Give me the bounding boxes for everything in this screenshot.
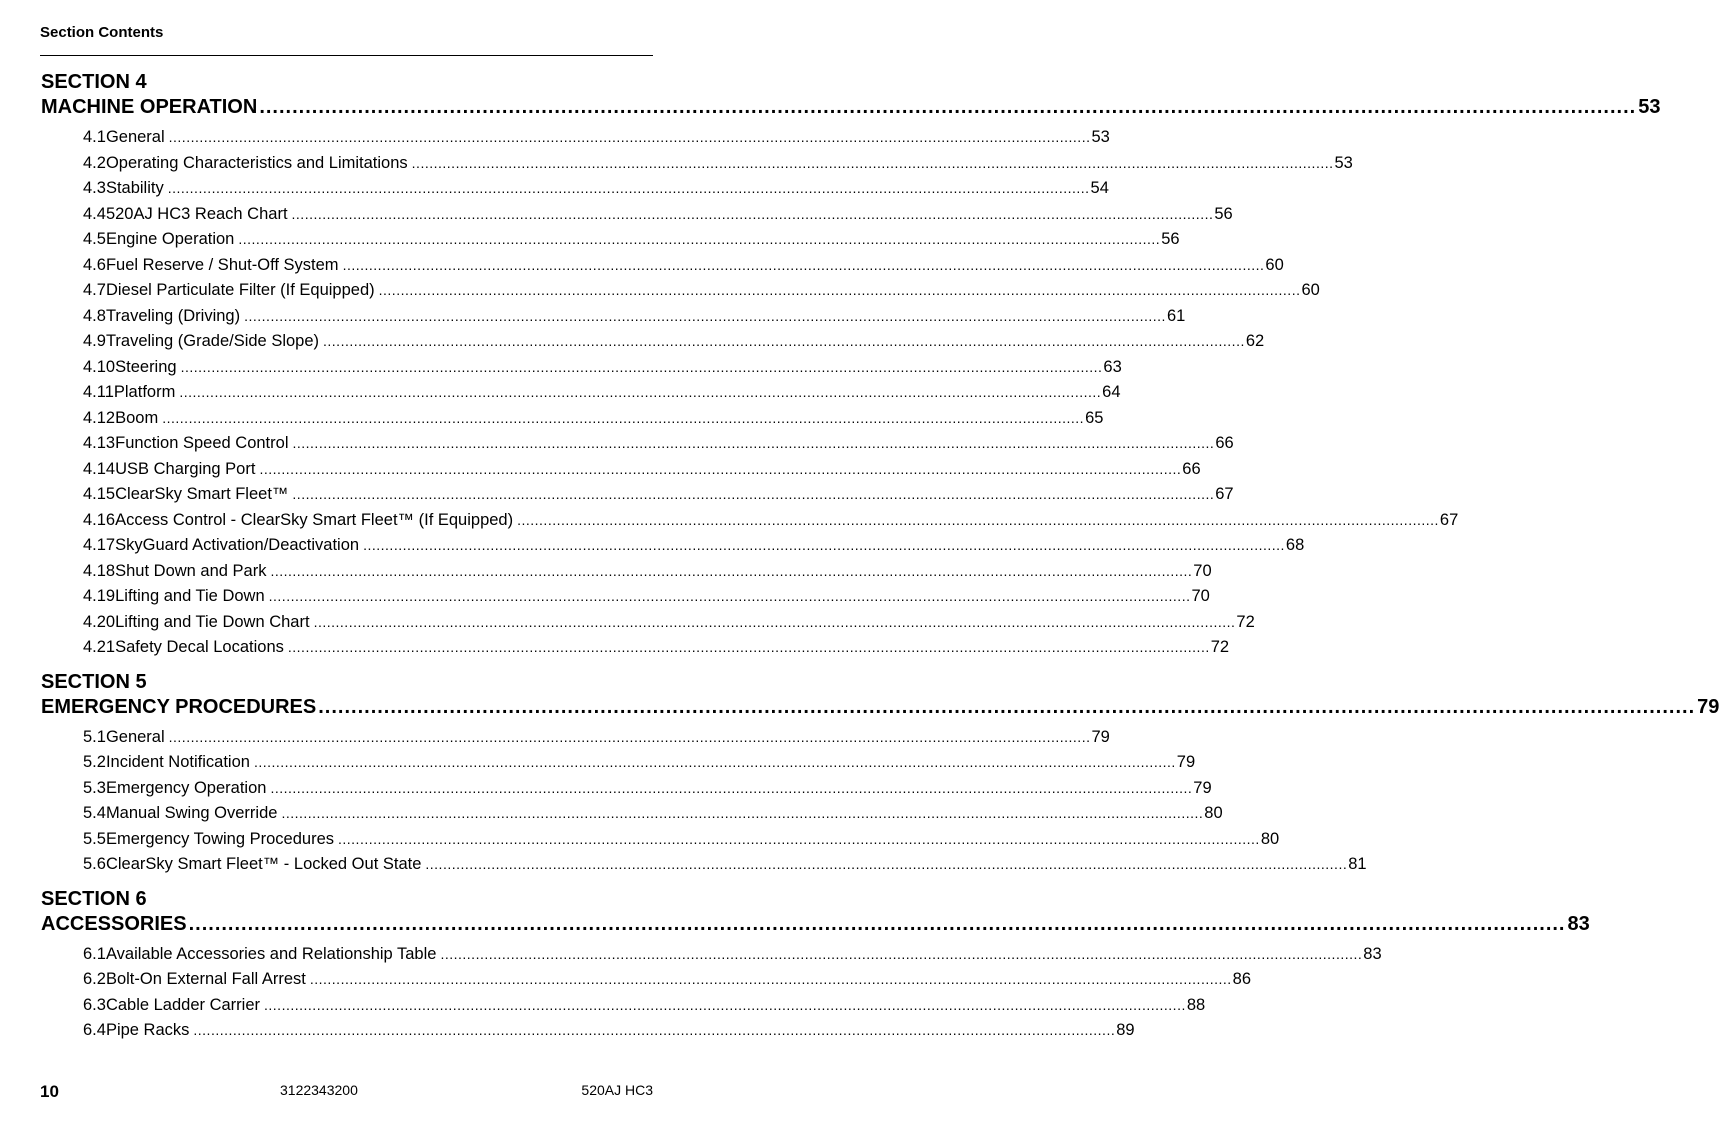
toc-entry-link[interactable] xyxy=(41,457,1201,483)
toc-entry-link[interactable] xyxy=(41,1018,1135,1044)
entry-page-number: 62 xyxy=(1245,332,1265,350)
dot-leader: .................................................................................................................................................................................................................. xyxy=(179,384,1102,400)
toc-entry-link[interactable] xyxy=(41,202,1233,228)
toc-entry-link[interactable] xyxy=(41,852,1367,878)
toc-entry-link[interactable] xyxy=(41,329,1265,355)
entry-page-number: 89 xyxy=(1116,1021,1135,1039)
toc-entry-link[interactable] xyxy=(41,482,1234,508)
entry-page-number: 86 xyxy=(1232,970,1252,988)
toc-entry-link[interactable] xyxy=(41,750,1196,776)
entry-title: General xyxy=(105,128,165,146)
entry-number: 6.1 xyxy=(83,944,106,963)
dot-leader: .................................................................................................................................................................................................................. xyxy=(342,256,1265,273)
entry-page-number: 64 xyxy=(1102,383,1121,401)
entry-title: Lifting and Tie Down xyxy=(115,587,265,605)
dot-leader: .................................................................................................................................................................................................................. xyxy=(363,537,1285,553)
entry-page-number: 53 xyxy=(1334,153,1353,172)
entry-number: 4.8 xyxy=(83,306,106,325)
toc-entry-link[interactable] xyxy=(41,533,1305,559)
entry-number: 5.6 xyxy=(83,855,106,873)
dot-leader: .................................................................................................................................................................................................................. xyxy=(238,231,1161,247)
entry-title: Cable Ladder Carrier xyxy=(105,995,261,1014)
page-footer xyxy=(40,1082,653,1102)
entry-page-number: 61 xyxy=(1166,306,1186,325)
dot-leader: .................................................................................................................................................................................................................. xyxy=(411,154,1334,171)
entry-page-number: 56 xyxy=(1214,204,1233,223)
entry-number: 4.11 xyxy=(83,383,114,401)
section-title: ACCESSORIES xyxy=(41,912,187,935)
dot-leader: .................................................................................................................................................................................................................. xyxy=(162,409,1085,426)
entry-title: Lifting and Tie Down Chart xyxy=(115,612,310,631)
toc-entry-link[interactable] xyxy=(41,151,1353,177)
entry-page-number: 70 xyxy=(1193,561,1212,580)
section-title-link[interactable] xyxy=(41,94,1661,120)
toc-entry-link[interactable] xyxy=(41,993,1206,1019)
toc-section xyxy=(41,887,1590,1044)
dot-leader: .................................................................................................................................................................................................................. xyxy=(188,912,1566,935)
entry-page-number: 88 xyxy=(1186,995,1206,1014)
entry-page-number: 72 xyxy=(1210,638,1230,656)
entry-page-number: 54 xyxy=(1090,179,1109,197)
toc-entry-link[interactable] xyxy=(41,278,1320,304)
toc-section xyxy=(41,70,1661,661)
entry-title: Fuel Reserve / Shut-Off System xyxy=(105,255,339,274)
entry-page-number: 79 xyxy=(1091,727,1110,746)
entry-title: Engine Operation xyxy=(105,230,235,248)
entry-number: 6.4 xyxy=(83,1021,106,1039)
dot-leader: .................................................................................................................................................................................................................. xyxy=(292,435,1215,451)
toc-entry-link[interactable] xyxy=(41,827,1280,853)
toc-entry-link[interactable] xyxy=(41,355,1122,381)
toc-entry-link[interactable] xyxy=(41,304,1186,330)
entry-number: 4.19 xyxy=(83,587,116,605)
entry-title: Diesel Particulate Filter (If Equipped) xyxy=(105,281,375,299)
entry-title: Stability xyxy=(105,179,164,197)
entry-page-number: 66 xyxy=(1182,459,1201,478)
entry-page-number: 56 xyxy=(1161,230,1180,248)
entry-title: Available Accessories and Relationship Table xyxy=(105,944,437,963)
dot-leader: .................................................................................................................................................................................................................. xyxy=(291,205,1214,222)
entry-number: 5.2 xyxy=(83,753,106,771)
entry-title: ClearSky Smart Fleet™ xyxy=(115,485,289,503)
entry-number: 6.2 xyxy=(83,970,106,988)
entry-page-number: 53 xyxy=(1091,128,1110,146)
section-page-number: 79 xyxy=(1697,695,1719,718)
entry-title: General xyxy=(105,727,165,746)
toc-entry-link[interactable] xyxy=(41,253,1284,279)
toc-entry-link[interactable] xyxy=(41,942,1382,968)
dot-leader: .................................................................................................................................................................................................................. xyxy=(168,129,1091,145)
entry-page-number: 70 xyxy=(1191,587,1210,605)
toc-entry-link[interactable] xyxy=(41,725,1110,751)
entry-page-number: 83 xyxy=(1363,944,1382,963)
entry-number: 4.2 xyxy=(83,153,106,172)
dot-leader: .................................................................................................................................................................................................................. xyxy=(313,613,1236,630)
section-title: EMERGENCY PROCEDURES xyxy=(41,695,317,718)
footer-model: 520AJ HC3 xyxy=(581,1082,653,1098)
header-divider xyxy=(40,55,653,56)
dot-leader: .................................................................................................................................................................................................................. xyxy=(281,805,1204,821)
entry-number: 4.6 xyxy=(83,255,106,274)
toc-entry-link[interactable] xyxy=(41,125,1110,151)
toc-entry-link[interactable] xyxy=(41,380,1121,406)
entry-number: 4.15 xyxy=(83,485,116,503)
entry-page-number: 80 xyxy=(1204,804,1223,822)
entry-number: 4.20 xyxy=(83,612,116,631)
entry-page-number: 79 xyxy=(1193,778,1212,797)
entry-number: 4.13 xyxy=(83,434,116,452)
footer-document-number: 3122343200 xyxy=(280,1082,358,1098)
entry-page-number: 60 xyxy=(1265,255,1284,274)
dot-leader: .................................................................................................................................................................................................................. xyxy=(270,779,1193,796)
entry-title: Traveling (Driving) xyxy=(105,306,241,325)
entry-title: Platform xyxy=(113,383,176,401)
dot-leader: .................................................................................................................................................................................................................. xyxy=(378,282,1301,298)
entry-number: 5.4 xyxy=(83,804,106,822)
entry-title: USB Charging Port xyxy=(115,459,256,478)
toc-entry-link[interactable] xyxy=(41,584,1210,610)
entry-title: 520AJ HC3 Reach Chart xyxy=(105,204,288,223)
section-page-number: 53 xyxy=(1638,96,1661,118)
entry-title: Pipe Racks xyxy=(105,1021,190,1039)
entry-page-number: 68 xyxy=(1285,536,1305,554)
entry-title: SkyGuard Activation/Deactivation xyxy=(115,536,360,554)
footer-page-number: 10 xyxy=(40,1082,59,1101)
entry-number: 4.7 xyxy=(83,281,106,299)
entry-number: 4.5 xyxy=(83,230,106,248)
dot-leader: .................................................................................................................................................................................................................. xyxy=(318,695,1696,718)
entry-title: Operating Characteristics and Limitations xyxy=(105,153,408,172)
table-of-contents xyxy=(41,70,1719,1053)
toc-entry-link[interactable] xyxy=(41,967,1252,993)
toc-section xyxy=(41,670,1719,878)
entry-title: Traveling (Grade/Side Slope) xyxy=(105,332,320,350)
dot-leader: .................................................................................................................................................................................................................. xyxy=(244,307,1166,324)
entry-title: Function Speed Control xyxy=(115,434,289,452)
entry-title: Emergency Towing Procedures xyxy=(105,829,334,848)
entry-page-number: 63 xyxy=(1103,357,1122,376)
entry-number: 4.14 xyxy=(83,459,116,478)
dot-leader: .................................................................................................................................................................................................................. xyxy=(168,728,1091,745)
entry-number: 4.21 xyxy=(83,638,116,656)
entry-number: 4.18 xyxy=(83,561,116,580)
entry-number: 5.5 xyxy=(83,829,106,848)
entry-page-number: 72 xyxy=(1236,612,1255,631)
section-title-link[interactable] xyxy=(41,911,1590,937)
toc-entry-link[interactable] xyxy=(41,801,1223,827)
toc-entry-link[interactable] xyxy=(41,610,1255,636)
entry-number: 4.9 xyxy=(83,332,106,350)
entry-number: 4.16 xyxy=(83,510,116,529)
dot-leader: .................................................................................................................................................................................................................. xyxy=(268,588,1191,604)
running-header: Section Contents xyxy=(40,24,164,41)
section-title: MACHINE OPERATION xyxy=(41,96,258,118)
entry-page-number: 67 xyxy=(1215,485,1234,503)
entry-page-number: 80 xyxy=(1260,829,1280,848)
entry-number: 4.1 xyxy=(83,128,106,146)
toc-entry-link[interactable] xyxy=(41,176,1109,202)
entry-page-number: 67 xyxy=(1439,510,1459,529)
entry-title: Boom xyxy=(115,408,159,427)
toc-entry-link[interactable] xyxy=(41,559,1212,585)
dot-leader: .................................................................................................................................................................................................................. xyxy=(253,754,1176,770)
dot-leader: .................................................................................................................................................................................................................. xyxy=(338,830,1260,847)
dot-leader: .................................................................................................................................................................................................................. xyxy=(167,180,1090,196)
entry-title: Incident Notification xyxy=(105,753,250,771)
entry-title: Safety Decal Locations xyxy=(115,638,284,656)
dot-leader: .................................................................................................................................................................................................................. xyxy=(180,358,1103,375)
toc-entry-link[interactable] xyxy=(41,227,1180,253)
entry-title: ClearSky Smart Fleet™ - Locked Out State xyxy=(105,855,422,873)
toc-entry-link[interactable] xyxy=(41,431,1234,457)
entry-title: Shut Down and Park xyxy=(115,561,267,580)
entry-number: 4.3 xyxy=(83,179,106,197)
entry-number: 5.1 xyxy=(83,727,106,746)
entry-title: Steering xyxy=(115,357,177,376)
dot-leader: .................................................................................................................................................................................................................. xyxy=(270,562,1193,579)
dot-leader: .................................................................................................................................................................................................................. xyxy=(309,971,1232,987)
entry-page-number: 66 xyxy=(1215,434,1234,452)
toc-entry-link[interactable] xyxy=(41,406,1104,432)
entry-number: 4.12 xyxy=(83,408,116,427)
section-number: SECTION 5 xyxy=(41,670,147,693)
dot-leader: .................................................................................................................................................................................................................. xyxy=(259,460,1182,477)
entry-number: 4.10 xyxy=(83,357,116,376)
dot-leader: .................................................................................................................................................................................................................. xyxy=(425,856,1348,872)
entry-title: Bolt-On External Fall Arrest xyxy=(105,970,306,988)
entry-page-number: 79 xyxy=(1176,753,1196,771)
dot-leader: .................................................................................................................................................................................................................. xyxy=(287,639,1210,655)
section-number: SECTION 4 xyxy=(41,71,147,93)
entry-title: Access Control - ClearSky Smart Fleet™ (If Equipped) xyxy=(115,510,514,529)
dot-leader: .................................................................................................................................................................................................................. xyxy=(440,945,1363,962)
entry-number: 4.4 xyxy=(83,204,106,223)
dot-leader: .................................................................................................................................................................................................................. xyxy=(193,1022,1116,1038)
section-title-link[interactable] xyxy=(41,694,1719,720)
entry-title: Emergency Operation xyxy=(105,778,267,797)
dot-leader: .................................................................................................................................................................................................................. xyxy=(323,333,1245,349)
dot-leader: .................................................................................................................................................................................................................. xyxy=(259,96,1637,118)
entry-number: 4.17 xyxy=(83,536,116,554)
entry-number: 6.3 xyxy=(83,995,106,1014)
toc-entry-link[interactable] xyxy=(41,508,1459,534)
entry-page-number: 65 xyxy=(1085,408,1104,427)
dot-leader: .................................................................................................................................................................................................................. xyxy=(264,996,1186,1013)
section-number: SECTION 6 xyxy=(41,887,147,910)
entry-page-number: 81 xyxy=(1348,855,1367,873)
entry-number: 5.3 xyxy=(83,778,106,797)
dot-leader: .................................................................................................................................................................................................................. xyxy=(517,511,1439,528)
toc-entry-link[interactable] xyxy=(41,635,1230,661)
dot-leader: .................................................................................................................................................................................................................. xyxy=(292,486,1215,502)
toc-entry-link[interactable] xyxy=(41,776,1212,802)
entry-page-number: 60 xyxy=(1301,281,1320,299)
entry-title: Manual Swing Override xyxy=(105,804,278,822)
section-page-number: 83 xyxy=(1567,912,1590,935)
